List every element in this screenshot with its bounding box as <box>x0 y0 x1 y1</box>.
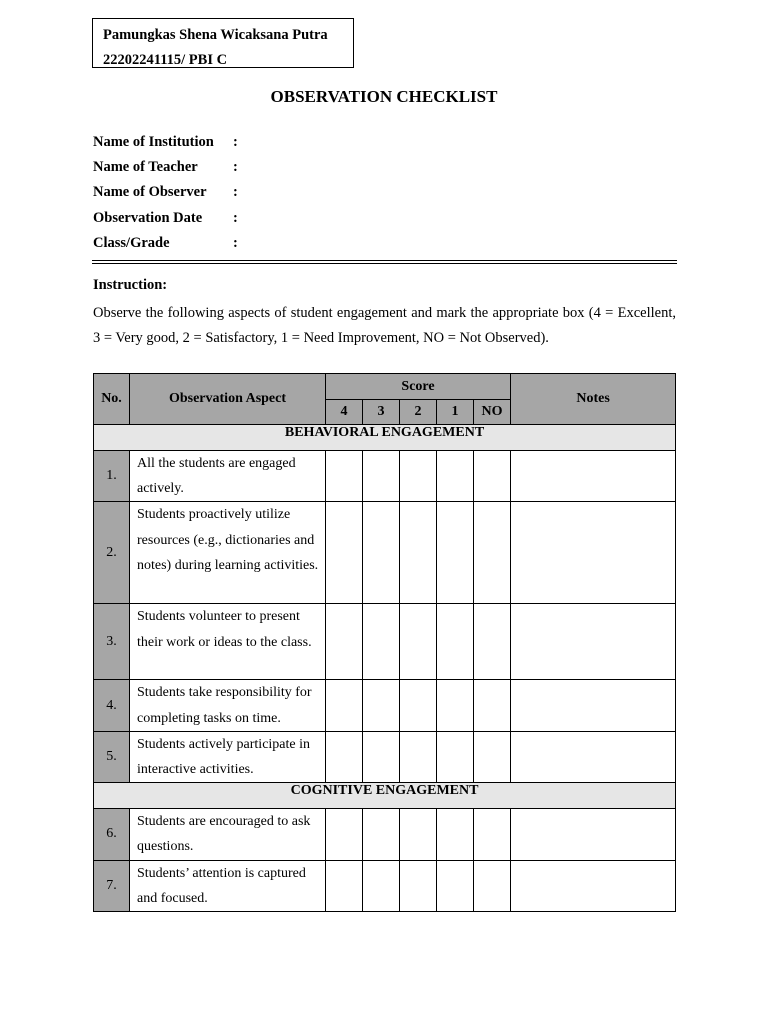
table-row <box>94 604 676 680</box>
notes-cell[interactable] <box>511 680 676 731</box>
score-checkbox[interactable] <box>437 604 474 680</box>
score-checkbox[interactable] <box>363 680 400 731</box>
info-label: Class/Grade <box>93 234 170 251</box>
row-number: 6. <box>94 809 130 860</box>
document-title: OBSERVATION CHECKLIST <box>270 87 498 106</box>
table-row <box>94 731 676 782</box>
header-no: No. <box>94 374 130 425</box>
student-name: Pamungkas Shena Wicaksana Putra <box>103 27 328 43</box>
info-label: Name of Teacher <box>93 159 198 176</box>
info-label: Observation Date <box>93 209 203 226</box>
score-col-4: 4 <box>326 400 363 425</box>
score-checkbox[interactable] <box>400 502 437 604</box>
student-name-box <box>92 18 354 68</box>
info-colon: : <box>233 134 238 150</box>
table-row <box>94 809 676 860</box>
info-label: Name of Observer <box>93 184 207 201</box>
info-colon: : <box>233 234 238 251</box>
score-checkbox[interactable] <box>363 604 400 680</box>
table-row <box>94 502 676 604</box>
section-row <box>94 783 676 809</box>
score-checkbox[interactable] <box>363 502 400 604</box>
score-checkbox[interactable] <box>400 451 437 502</box>
score-checkbox[interactable] <box>326 502 363 604</box>
score-checkbox[interactable] <box>400 731 437 782</box>
info-colon: : <box>233 184 238 201</box>
score-checkbox[interactable] <box>474 604 511 680</box>
score-checkbox[interactable] <box>474 731 511 782</box>
score-checkbox[interactable] <box>437 809 474 860</box>
score-checkbox[interactable] <box>363 860 400 911</box>
notes-cell[interactable] <box>511 809 676 860</box>
score-checkbox[interactable] <box>437 860 474 911</box>
score-checkbox[interactable] <box>437 502 474 604</box>
row-number: 4. <box>94 680 130 731</box>
score-checkbox[interactable] <box>363 731 400 782</box>
score-checkbox[interactable] <box>326 604 363 680</box>
row-number: 1. <box>94 451 130 502</box>
row-aspect: Students actively participate in interactive activities. <box>130 731 326 782</box>
score-checkbox[interactable] <box>437 680 474 731</box>
score-checkbox[interactable] <box>400 809 437 860</box>
score-checkbox[interactable] <box>437 451 474 502</box>
info-row-date <box>93 206 238 231</box>
row-number: 5. <box>94 731 130 782</box>
info-row-teacher <box>93 155 238 180</box>
table-row <box>94 680 676 731</box>
header-aspect: Observation Aspect <box>130 374 326 425</box>
double-rule-divider <box>92 260 677 264</box>
instruction-heading: Instruction: <box>93 277 168 293</box>
row-aspect: Students volunteer to present their work or ideas to the class. <box>130 604 326 680</box>
score-checkbox[interactable] <box>474 451 511 502</box>
table-row <box>94 860 676 911</box>
score-checkbox[interactable] <box>474 502 511 604</box>
section-title: COGNITIVE ENGAGEMENT <box>94 783 676 809</box>
score-checkbox[interactable] <box>400 604 437 680</box>
instruction-text: Observe the following aspects of student engagement and mark the appropriate box (4 = Excellent, 3 = Very good, 2 = Satisfactory, 1 = Need Improvement, NO = Not Observed). <box>93 305 676 346</box>
notes-cell[interactable] <box>511 731 676 782</box>
section-row <box>94 425 676 451</box>
score-checkbox[interactable] <box>474 680 511 731</box>
header-score: Score <box>326 374 511 400</box>
score-checkbox[interactable] <box>326 860 363 911</box>
score-checkbox[interactable] <box>437 731 474 782</box>
score-checkbox[interactable] <box>400 680 437 731</box>
score-checkbox[interactable] <box>326 731 363 782</box>
score-col-no: NO <box>474 400 511 425</box>
notes-cell[interactable] <box>511 604 676 680</box>
row-aspect: Students are encouraged to ask questions. <box>130 809 326 860</box>
row-aspect: Students’ attention is captured and focused. <box>130 860 326 911</box>
score-col-2: 2 <box>400 400 437 425</box>
row-number: 3. <box>94 604 130 680</box>
score-col-1: 1 <box>437 400 474 425</box>
info-label: Name of Institution <box>93 134 214 150</box>
score-checkbox[interactable] <box>326 451 363 502</box>
table-header-row <box>94 374 676 400</box>
info-row-institution <box>93 130 238 155</box>
score-checkbox[interactable] <box>474 860 511 911</box>
row-aspect: Students take responsibility for completing tasks on time. <box>130 680 326 731</box>
info-row-class <box>93 231 238 256</box>
observation-table <box>93 373 676 912</box>
header-notes: Notes <box>511 374 676 425</box>
info-fields <box>93 130 238 256</box>
score-col-3: 3 <box>363 400 400 425</box>
notes-cell[interactable] <box>511 860 676 911</box>
table-row <box>94 451 676 502</box>
score-checkbox[interactable] <box>326 680 363 731</box>
score-checkbox[interactable] <box>400 860 437 911</box>
info-row-observer <box>93 180 238 205</box>
section-title: BEHAVIORAL ENGAGEMENT <box>94 425 676 451</box>
score-checkbox[interactable] <box>363 451 400 502</box>
info-colon: : <box>233 209 238 226</box>
notes-cell[interactable] <box>511 502 676 604</box>
row-aspect: Students proactively utilize resources (e.g., dictionaries and notes) during learning activities. <box>130 502 326 604</box>
score-checkbox[interactable] <box>326 809 363 860</box>
row-aspect: All the students are engaged actively. <box>130 451 326 502</box>
info-colon: : <box>233 159 238 176</box>
row-number: 7. <box>94 860 130 911</box>
notes-cell[interactable] <box>511 451 676 502</box>
score-checkbox[interactable] <box>363 809 400 860</box>
student-id-class: 22202241115/ PBI C <box>103 52 228 68</box>
score-checkbox[interactable] <box>474 809 511 860</box>
row-number: 2. <box>94 502 130 604</box>
